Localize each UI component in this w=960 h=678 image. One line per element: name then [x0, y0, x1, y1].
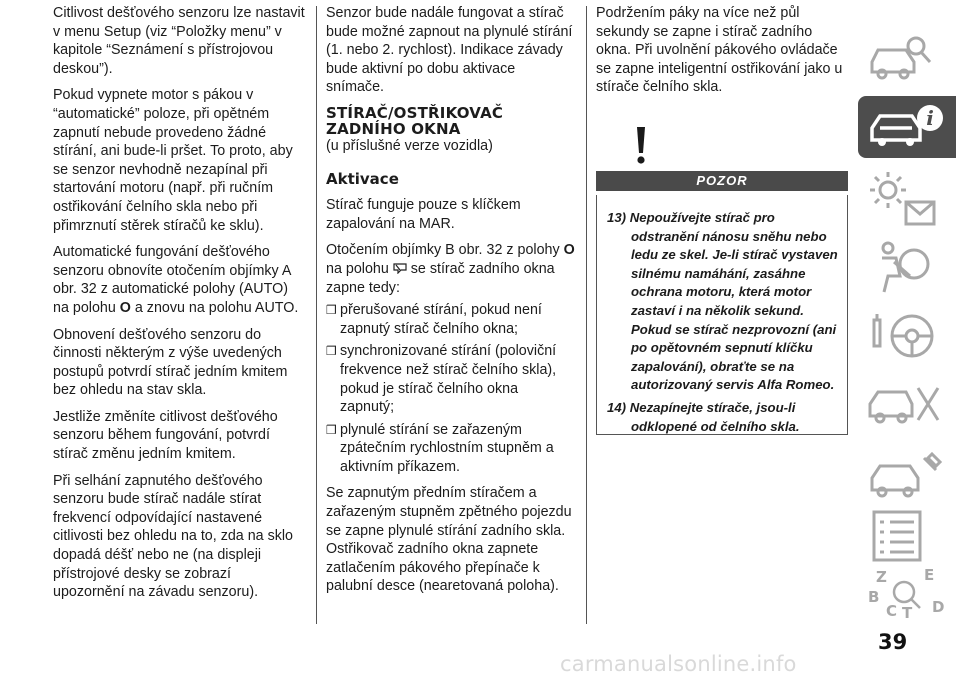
paragraph: Otočením objímky B obr. 32 z polohy O na polohu se stírač zadního okna zapne tedy: [326, 242, 575, 296]
paragraph: Citlivost dešťového senzoru lze nastavit v menu Setup (viz “Položky menu” v kapitole “Seznámení s přístrojovou deskou”). [53, 5, 305, 77]
watermark: carmanualsonline.info [560, 652, 797, 676]
side-tab-1[interactable] [858, 32, 956, 92]
svg-text:B: B [868, 588, 880, 606]
text-column-3 [596, 4, 848, 435]
paragraph: Obnovení dešťového senzoru do činnosti některým z výše uvedených postupů potvrdí stírač jedním kmitem bez ohledu na stav skla. [53, 326, 288, 399]
side-tab-9[interactable] [858, 566, 956, 622]
svg-text:C: C [886, 602, 898, 620]
technical-data-icon [866, 508, 946, 564]
warning-item: 14) Nezapínejte stírače, jsou-li odklopené od čelního skla. [607, 399, 800, 434]
list-item: ❒ plynulé stírání se zařazeným zpátečním rychlostním stupněm a aktivním příkazem. [326, 421, 554, 475]
car-maintenance-icon [866, 446, 946, 508]
list-item: ❒ synchronizované stírání (poloviční frekvence než stírač čelního skla), pokud je stírač čelního okna zapnutý; [326, 343, 557, 416]
paragraph: Se zapnutým předním stíračem a zařazeným stupněm zpětného pojezdu se zapne plynulé stírání zadního skla. Ostřikovač zadního okna zapnete zatlačením pákového přepínače k palubní desce (nearetovaná poloha). [326, 485, 572, 595]
side-tab-3[interactable] [858, 166, 956, 228]
column-divider [586, 6, 587, 624]
text-column-2 [326, 4, 576, 604]
subsection-title: Aktivace [326, 169, 399, 188]
side-tab-2[interactable] [858, 96, 956, 158]
side-tab-8[interactable] [858, 508, 956, 564]
side-tab-4[interactable] [858, 236, 956, 298]
warning-lights-icon [866, 166, 946, 228]
section-note: (u příslušné verze vozidla) [326, 137, 493, 154]
svg-text:E: E [924, 566, 935, 584]
side-tab-7[interactable] [858, 446, 956, 508]
column-divider [316, 6, 317, 624]
warning-item: 13) Nepoužívejte stírač pro odstranění nánosu sněhu nebo ledu ze skel. Je-li stírač vystaven silnému namáhání, zasáhne ochrana motoru, která motor zastaví i na několik sekund. Pokud se stírač nezprovozní (ani po opětovném sepnutí klíčku zapalování), obraťte se na autorizovaný servis Alfa Romeo. [607, 209, 838, 393]
steering-wheel-icon [866, 306, 946, 368]
paragraph: Automatické fungování dešťového senzoru obnovíte otočením objímky A obr. 32 z automatické polohy (AUTO) na polohu O a znovu na polohu AUTO. [53, 244, 299, 316]
paragraph: Pokud vypnete motor s pákou v “automatické” poloze, při opětném zapnutí nebude provedeno žádné stírání, ani bude-li pršet. To proto, aby se senzor nevhodně nezapínal při startování motoru (např. při ručním ostřikování čelního skla nebo při přimrznutí stěrek stíračů ke sklu). [53, 87, 293, 234]
text-column-1 [53, 4, 305, 610]
svg-text:T: T [902, 604, 913, 622]
car-wrench-icon [866, 376, 946, 438]
side-tab-5[interactable] [858, 306, 956, 368]
svg-text:Z: Z [876, 568, 887, 586]
warning-box [596, 195, 848, 435]
car-info-icon [866, 96, 946, 158]
svg-text:D: D [932, 598, 945, 616]
list-item: ❒ přerušované stírání, pokud není zapnutý stírač čelního okna; [326, 302, 542, 337]
warning-exclamation-icon [618, 123, 664, 169]
paragraph: Při selhání zapnutého dešťového senzoru bude stírač nadále stírat frekvencí odpovídající nastavené citlivosti bez ohledu na to, zda na sklo dopadá déšť nebo ne (na displeji přístrojové desky se zobrazí upozornění na závadu senzoru). [53, 472, 294, 601]
warning-header: POZOR [596, 171, 848, 191]
paragraph: Jestliže změníte citlivost dešťového senzoru během fungování, potvrdí stírač změnu jedním kmitem. [53, 408, 278, 463]
paragraph: Stírač funguje pouze s klíčkem zapalování na MAR. [326, 197, 521, 232]
page-number: 39 [878, 630, 908, 654]
svg-text:i: i [926, 106, 934, 130]
index-icon [866, 566, 950, 622]
paragraph: Senzor bude nadále fungovat a stírač bude možné zapnout na plynulé stírání (1. nebo 2. rychlost). Indikace závady bude aktivní po dobu aktivace snímače. [326, 5, 573, 96]
rear-wiper-icon [393, 262, 407, 274]
safety-airbag-icon [866, 236, 946, 298]
side-tab-6[interactable] [858, 376, 956, 438]
section-title: STÍRAČ/OSTŘIKOVAČ ZADNÍHO OKNA [326, 103, 504, 138]
paragraph: Podržením páky na více než půl sekundy se zapne i stírač zadního okna. Při uvolnění pákového ovládače se zapne inteligentní ostřikování jako u stírače čelního skla. [596, 5, 843, 96]
car-search-icon [866, 32, 936, 92]
